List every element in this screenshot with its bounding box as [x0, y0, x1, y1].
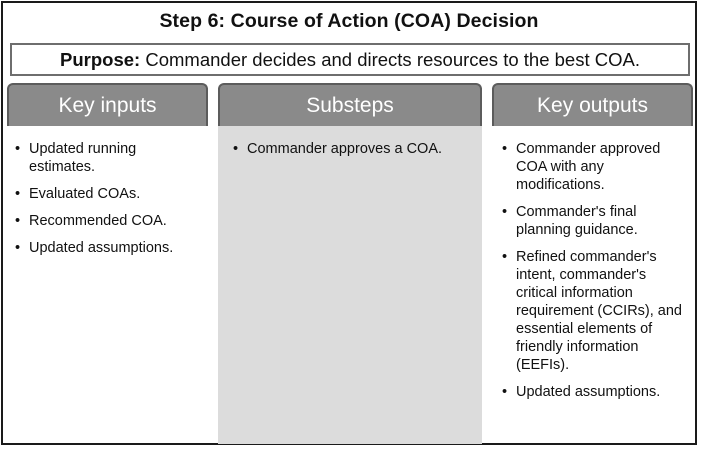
list-item: • Refined commander's intent, commander's critical information requirement (CCIRs), and essential elements of friendly information (EEFIs).: [502, 248, 688, 374]
list-item: • Evaluated COAs.: [15, 185, 203, 203]
list-item: • Commander approved COA with any modifications.: [502, 140, 688, 194]
list-item: • Updated assumptions.: [15, 239, 203, 257]
key-outputs-header: Key outputs: [492, 83, 693, 126]
substeps-list: [233, 140, 473, 167]
diagram-title: Step 6: Course of Action (COA) Decision: [159, 10, 539, 32]
purpose-label: Purpose:: [60, 49, 141, 70]
purpose-box: [10, 43, 690, 76]
list-item: • Commander's final planning guidance.: [502, 203, 688, 239]
substeps-column-background: [218, 126, 482, 444]
list-item: • Recommended COA.: [15, 212, 203, 230]
key-inputs-header: Key inputs: [7, 83, 208, 126]
purpose-text: Commander decides and directs resources to the best COA.: [145, 49, 640, 70]
key-inputs-list: [15, 140, 203, 266]
key-outputs-list: [502, 140, 688, 410]
substeps-header: Substeps: [218, 83, 482, 126]
list-item: • Commander approves a COA.: [233, 140, 473, 158]
list-item: • Updated running estimates.: [15, 140, 203, 176]
list-item: • Updated assumptions.: [502, 383, 688, 401]
